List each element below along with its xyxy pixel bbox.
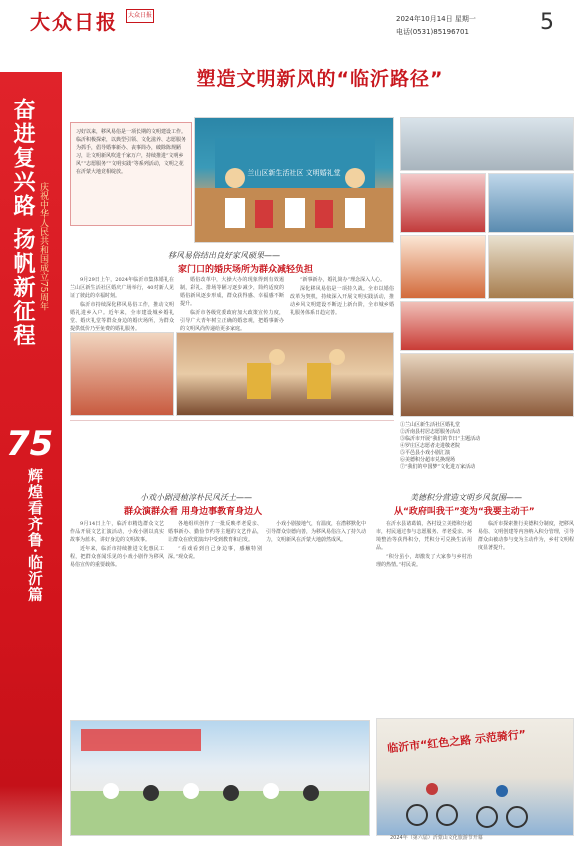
section2-column-1: 9月14日上午，临沂市精选群众文艺作品开展文艺汇演活动，小戏小剧以真实故事为蓝本，讲好身边的文明故事。 近年来，临沂市持续推进文化惠民工程，把群众喜闻乐见的小戏小剧作为移风易俗宣传的重要载体。 xyxy=(70,521,164,568)
elderly-care-photo xyxy=(70,332,174,416)
side-slogan: 奋进复兴路 扬帆新征程 xyxy=(10,98,36,348)
anniversary-number: 75 xyxy=(6,424,54,464)
cyclists-illustration xyxy=(377,719,574,836)
caption-item: ②沂南县村居志愿服务活动 xyxy=(400,429,461,435)
section1-column-2: 婚俗改革中，大操大办的现象得到有效遏制，彩礼、排场等陋习逐步减少，简约适度的婚俗新风逐步形成，群众获得感、幸福感不断提升。 临沂市各级党委政府加大政策宣传力度，引导广大青年树立正确的婚恋观，把婚事新办的文明风尚传递给更多家庭。 xyxy=(180,277,284,332)
masthead-logo: 大众日报 xyxy=(30,10,118,34)
page-header xyxy=(0,0,580,46)
main-photo xyxy=(194,117,394,243)
issue-date: 2024年10月14日 星期一 xyxy=(396,15,476,23)
section2-kicker: 小戏小剧浸植淳朴民风沃土—— xyxy=(140,493,252,502)
city-silhouette xyxy=(0,786,62,846)
caption-item: ④罗庄区志愿者走进敬老院 xyxy=(400,443,461,449)
section3-title: 从“政府叫我干”变为“我要主动干” xyxy=(394,507,535,517)
caption-item: ③临沂市开展“我们的节日”主题活动 xyxy=(400,436,481,442)
activity-photo-5 xyxy=(488,235,574,299)
group-wedding-illustration xyxy=(71,721,370,836)
section1-column-3: “新事新办，婚礼简办”理念深入人心。 深化移风易俗是一项持久战。全市以婚俗改革为契机，持续深入开展文明实践活动，推动乡风文明建设不断迈上新台阶，全市城乡婚礼服务体系日趋完善。 xyxy=(290,277,394,316)
intro-text: 习好以来，移风易俗是一项长期的文明建设工作。临沂积极探索，以典型引领、文化滋养、志愿服务为抓手，倡导婚事新办、丧事简办，破除陈规陋习，让文明新风吹进千家万户，持续推进“文明乡风”“志愿服务”“文明实践”等系列活动，文明之花在沂蒙大地竞相绽放。 xyxy=(76,129,187,175)
section1-title: 家门口的婚庆场所为群众减轻负担 xyxy=(178,265,314,275)
section3-column-2: 临沂市探索推行美德积分制度，把移风易俗、文明创建等内容纳入积分管理，引导群众由被动参与变为主动作为，乡村文明程度显著提升。 xyxy=(478,521,574,551)
activity-photo-4 xyxy=(400,235,486,299)
caption-item: ⑦“我们的中国梦”文化进万家活动 xyxy=(400,464,476,470)
side-subtitle: 庆祝中华人民共和国成立75周年 xyxy=(38,182,48,311)
wedding-hall-photo xyxy=(195,118,394,243)
section1-kicker: 移风易俗结出良好家风硕果—— xyxy=(168,251,280,260)
activity-photo-2 xyxy=(400,173,486,233)
family-couplets-photo xyxy=(176,332,394,416)
section2-title: 群众演群众看 用身边事教育身边人 xyxy=(124,507,263,517)
activity-photo-7 xyxy=(400,353,574,417)
section2-column-2: 各地组织创作了一批反映孝老爱亲、婚事新办、勤俭节约等主题的文艺作品，让群众在欣赏演出中受到教育和启发。 “看戏看到自己身边事，感触特别深。”观众说。 xyxy=(168,521,262,560)
activity-photo-6 xyxy=(400,301,574,351)
activity-photo-1 xyxy=(400,117,574,171)
page-number: 5 xyxy=(540,10,554,35)
activity-photo-3 xyxy=(488,173,574,233)
section-divider xyxy=(70,420,394,421)
caption-item: ⑤平邑县小戏小剧汇演 xyxy=(400,450,451,456)
masthead-seal: 大众日报 xyxy=(126,9,154,23)
section1-column-1: 9月29日上午，2024年临沂市集体婚礼在兰山区新生活社区婚庆广场举行，40对新人见证了彼此的幸福时刻。 临沂市持续深化移风易俗工作，推动文明婚礼进乡入户。近年来，全市建设城乡婚礼堂、婚庆礼堂等群众身边的婚庆场所，为群众提供低价乃至免费的婚礼服务。 xyxy=(70,277,174,332)
intro-box xyxy=(70,122,192,226)
section3-column-1: 在沂水县诸葛镇，各村设立美德积分超市，村民通过参与志愿服务、孝老爱亲、环境整治等获得积分，凭积分可兑换生活用品。 “积分虽小，却激发了大家参与乡村治理的热情。”村民说。 xyxy=(376,521,472,568)
main-photo-caption: 兰山区新生活社区 文明婚礼堂 xyxy=(247,169,341,177)
caption-item: ①兰山区新生活社区婚礼堂 xyxy=(400,422,461,428)
caption-item: ⑥美德积分超市兑换现场 xyxy=(400,457,456,463)
cycling-event-photo xyxy=(376,718,574,836)
couplet-illustration xyxy=(177,333,394,416)
footer-strip: 2024年（第六届）沂蒙山文化旅游节开幕 xyxy=(390,835,483,841)
side-bottom-slogan: 辉煌看齐鲁·临沂篇 xyxy=(26,468,44,603)
hotline: 电话(0531)85196701 xyxy=(396,28,469,36)
group-wedding-photo xyxy=(70,720,370,836)
photo-caption-list xyxy=(400,422,574,471)
section3-kicker: 美德积分营造文明乡风氛围—— xyxy=(410,493,522,502)
page-title: 塑造文明新风的“临沂路径” xyxy=(196,68,444,90)
cycling-slogan: 临沂市“红色之路 示范骑行” xyxy=(386,727,527,756)
side-banner xyxy=(0,72,62,846)
section2-column-3: 小戏小剧接地气，有温度，在潜移默化中引导群众崇德向善，为移风易俗注入了持久动力，文明新风在沂蒙大地蔚然成风。 xyxy=(266,521,366,543)
